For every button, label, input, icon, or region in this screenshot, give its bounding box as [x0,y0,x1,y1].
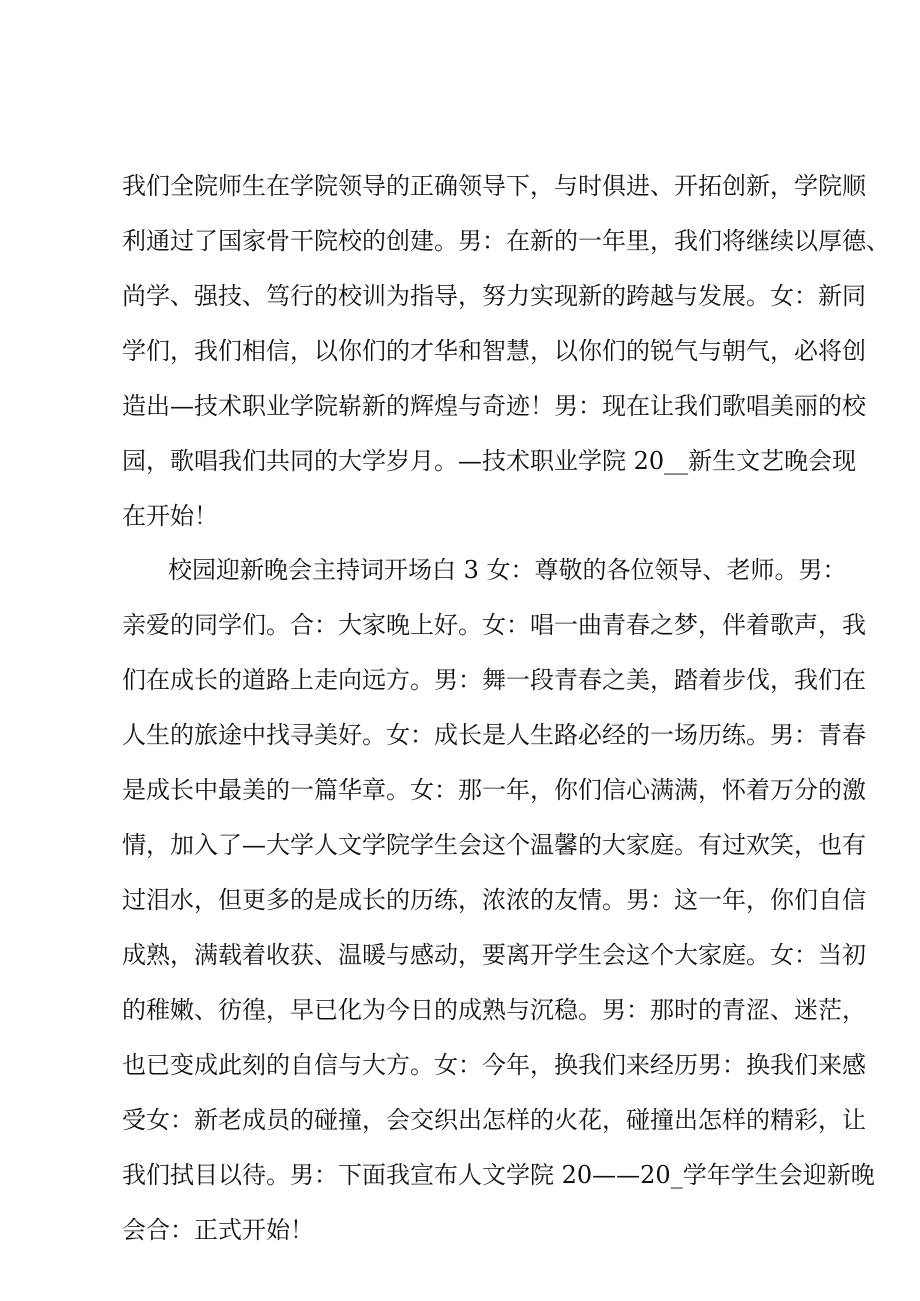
paragraph-line: 在开始！ [122,502,218,530]
paragraph-line: 们在成长的道路上走向远方。男：舞一段青春之美，踏着步伐，我们在 [122,666,866,694]
paragraph-line: 会合：正式开始！ [122,1216,314,1244]
paragraph-line: 校园迎新晚会主持词开场白 3 女：尊敬的各位领导、老师。男： [168,556,847,584]
paragraph-line: 成熟，满载着收获、温暖与感动，要离开学生会这个大家庭。女：当初 [122,941,866,969]
paragraph-line: 利通过了国家骨干院校的创建。男：在新的一年里，我们将继续以厚德、 [122,227,890,255]
paragraph-line: 我们拭目以待。男：下面我宣布人文学院 20——20_学年学生会迎新晚 [122,1161,875,1189]
paragraph-line: 造出—技术职业学院崭新的辉煌与奇迹！男：现在让我们歌唱美丽的校 [122,392,866,420]
paragraph-line: 情，加入了—大学人文学院学生会这个温馨的大家庭。有过欢笑，也有 [122,831,866,859]
paragraph-line: 学们，我们相信，以你们的才华和智慧，以你们的锐气与朝气，必将创 [122,337,866,365]
paragraph-line: 我们全院师生在学院领导的正确领导下，与时俱进、开拓创新，学院顺 [122,172,866,200]
paragraph-line: 园，歌唱我们共同的大学岁月。—技术职业学院 20__新生文艺晚会现 [122,447,857,475]
paragraph-line: 尚学、强技、笃行的校训为指导，努力实现新的跨越与发展。女：新同 [122,282,866,310]
paragraph-line: 过泪水，但更多的是成长的历练，浓浓的友情。男：这一年，你们自信 [122,886,866,914]
paragraph-line: 是成长中最美的一篇华章。女：那一年，你们信心满满，怀着万分的激 [122,776,866,804]
paragraph-line: 亲爱的同学们。合：大家晚上好。女：唱一曲青春之梦，伴着歌声，我 [122,611,866,639]
paragraph-line: 人生的旅途中找寻美好。女：成长是人生路必经的一场历练。男：青春 [122,721,866,749]
paragraph-line: 的稚嫩、彷徨，早已化为今日的成熟与沉稳。男：那时的青涩、迷茫， [122,996,866,1024]
paragraph-line: 也已变成此刻的自信与大方。女：今年，换我们来经历男：换我们来感 [122,1051,866,1079]
paragraph-line: 受女：新老成员的碰撞，会交织出怎样的火花，碰撞出怎样的精彩，让 [122,1106,866,1134]
